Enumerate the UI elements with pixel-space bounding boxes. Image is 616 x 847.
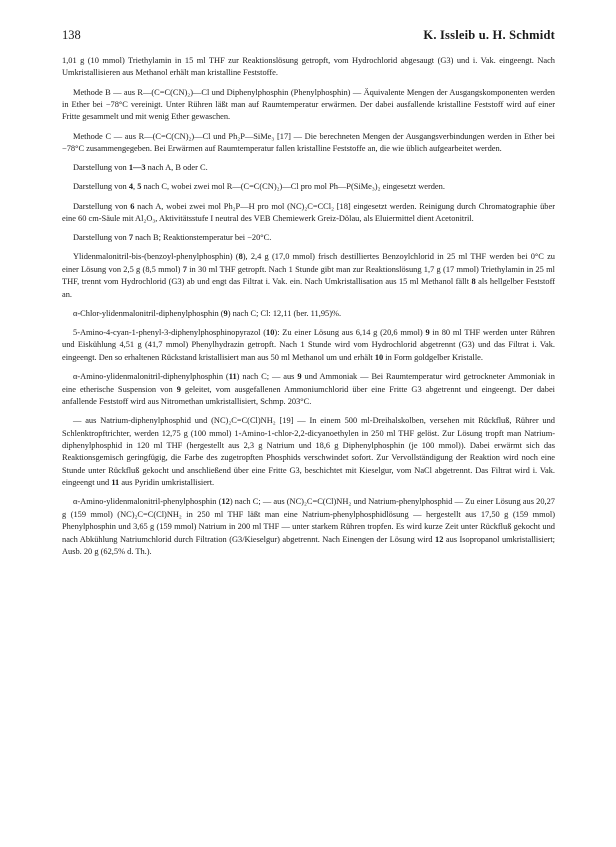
body-text <box>62 55 555 558</box>
page-header <box>62 28 555 43</box>
text-run: in Form goldgelber Kristalle. <box>383 352 483 362</box>
text-run: α-Amino-ylidenmalonitril-phenylphosphin ( <box>73 497 222 507</box>
text-run: α-Chlor-ylidenmalonitril-diphenylphosphin ( <box>73 308 224 318</box>
text-run: ), 2,4 g (17,0 mmol) frisch destilliertes Benzoylchlorid in 25 ml THF werden bei 0°C zu einer Lösung von 2,5 g (8,5 mmol) <box>62 252 555 274</box>
compound-number: 5 <box>137 182 142 192</box>
text-run: als hellgelber Feststoff an. <box>62 277 556 299</box>
compound-number: 6 <box>130 201 135 211</box>
text-run: 1,01 g (10 mmol) Triethylamin in 15 ml THF zur Reaktionslösung getropft, vom Hydrochlorid abgesaugt (G3) und i. Vak. eingeengt. Nach Umkristallisieren aus Methanol erhält man kristalline Feststoffe. <box>62 56 555 78</box>
paragraph <box>62 251 555 301</box>
compound-number: 8 <box>238 252 243 262</box>
page-number: 138 <box>62 28 81 42</box>
compound-number: 12 <box>221 497 230 507</box>
text-run: nach B; Reaktionstemperatur bei −20°C. <box>133 233 272 243</box>
text-run: aus Pyridin umkristallisiert. <box>119 478 215 488</box>
text-run: nach A, wobei zwei mol Ph₂P—H pro mol (NC)₂C=CCl₂ [18] eingesetzt werden. Reinigung durch Chromatographie über eine 60 cm-Säule mit Al₂O₃, Aktivitätsstufe I neutral des VEB Chemiewerk Greiz-Dölau, als Eluiermittel dient Acetonitril. <box>62 201 556 224</box>
text-run: ): Zu einer Lösung aus 6,14 g (20,6 mmol) <box>274 328 426 338</box>
text-run: Darstellung von <box>73 163 129 173</box>
paragraph <box>62 232 555 244</box>
compound-number: 1—3 <box>128 163 146 173</box>
running-head-authors: K. Issleib u. H. Schmidt <box>423 28 555 42</box>
text-run: 5-Amino-4-cyan-1-phenyl-3-diphenylphosphinopyrazol ( <box>73 328 267 338</box>
compound-number: 9 <box>223 308 228 318</box>
compound-number: 7 <box>182 264 187 274</box>
compound-number: 11 <box>228 372 237 382</box>
compound-number: 9 <box>297 372 302 382</box>
paragraph <box>62 308 555 320</box>
paragraph <box>62 496 555 558</box>
document-page <box>62 28 555 565</box>
compound-number: 8 <box>471 277 476 287</box>
text-run: , <box>133 182 138 192</box>
compound-number: 10 <box>266 328 275 338</box>
paragraph <box>62 371 555 408</box>
text-run: und Ammoniak — Bei Raumtemperatur wird getrockneter Ammoniak in eine etherische Suspension von <box>62 372 555 394</box>
paragraph <box>62 162 555 174</box>
compound-number: 12 <box>435 534 444 544</box>
text-run: ) nach C; Cl: 12,11 (ber. 11,95)%. <box>227 308 342 318</box>
compound-number: 4 <box>128 182 134 192</box>
text-run: geleitet, vom ausgefallenen Ammoniumchlorid über eine Fritte G3 abgetrennt und eingeengt. Der dabei anfallende Feststoff wird aus Nitromethan umkristallisiert, Schmp. 203°C. <box>62 384 555 406</box>
paragraph <box>62 131 555 156</box>
text-run: in 80 ml THF werden unter Rühren und Eiskühlung 4,51 g (41,7 mmol) Phenylhydrazin getropft. Nach 1 Stunde wird vom Hydrochlorid abgetrennt (G3) und das Filtrat i. Vak. eingeengt. Den so erhaltenen Rückstand kristallisiert man aus 50 ml Methanol um und erhält <box>62 328 555 362</box>
paragraph <box>62 181 555 193</box>
text-run: aus Isopropanol umkristallisiert; Ausb. 20 g (62,5% d. Th.). <box>62 534 555 556</box>
text-run: Darstellung von <box>73 182 129 192</box>
text-run: Darstellung von <box>73 201 131 211</box>
paragraph <box>62 415 555 489</box>
text-run: ) nach C; — aus <box>236 372 298 382</box>
paragraph <box>62 87 555 124</box>
compound-number: 10 <box>374 352 384 362</box>
text-run: α-Amino-ylidenmalonitril-diphenylphosphin ( <box>73 372 229 382</box>
text-run: nach C, wobei zwei mol R—(C=C(CN)₂)—Cl pro mol Ph—P(SiMe₃)₂ eingesetzt werden. <box>141 182 445 192</box>
text-run: nach A, B oder C. <box>145 163 208 173</box>
text-run: Darstellung von <box>73 233 129 243</box>
text-run: Ylidenmalonitril-bis-(benzoyl-phenylphosphin) ( <box>73 252 239 262</box>
compound-number: 11 <box>111 478 120 488</box>
text-run: — aus Natrium-diphenylphosphid und (NC)₂C=C(Cl)NH₂ [19] — In einem 500 ml-Dreihalskolben, versehen mit Rückfluß, Rührer und Schlenktropftrichter, werden 12,75 g (100 mmol) 1-Amino-1-chlor-2,2-dicyanoethylen in 250 ml THF gelöst. Zur Lösung tropft man Natrium-diphenylphosphid in 120 ml THF (hergestellt aus 2,3 g Natrium und 18,6 g Diphenylphosphin (je 100 mmol)). Dabei erwärmt sich das Reaktionsgemisch geringfügig, die Farbe des zugetropften Phosphids verschwindet sofort. Zur Vervollständigung der Reaktion wird noch eine Stunde unter Rückfluß gekocht und anschließend über eine Fritte G3, beschichtet mit Kieselgur, vom NaCl abgetrennt. Das Filtrat wird i. Vak. eingeengt und <box>62 416 555 488</box>
compound-number: 7 <box>128 233 134 243</box>
paragraph <box>62 327 555 364</box>
compound-number: 9 <box>176 384 181 394</box>
text-run: Methode B — aus R—(C=C(CN)₂)—Cl und Diphenylphosphin (Phenylphosphin) — Äquivalente Mengen der Ausgangskomponenten werden in Ether bei −78°C vereinigt. Unter Rühren läßt man auf Raumtemperatur erwärmen. Der dabei ausfallende kristalline Feststoff wird auf einer Fritte gesammelt und mit wenig Ether gewaschen. <box>62 87 555 122</box>
text-run: in 30 ml THF getropft. Nach 1 Stunde gibt man zur Reaktionslösung 1,7 g (17 mmol) Triethylamin in 25 ml THF, trennt vom Hydrochlorid (G3) ab und engt das Filtrat i. Vak. ein. Nach Umkristallisation aus 15 ml Methanol fällt <box>62 264 556 287</box>
text-run: Methode C — aus R—(C=C(CN)₂)—Cl und Ph₂P—SiMe₃ [17] — Die berechneten Mengen der Ausgangsverbindungen werden in Ether bei −78°C zusammengegeben. Bei Erwärmen auf Raumtemperatur fallen kristalline Feststoffe an, die wie üblich aufgearbeitet werden. <box>62 131 555 154</box>
text-run: ) nach C; — aus (NC)₂C=C(Cl)NH₂ und Natrium-phenylphosphid — Zu einer Lösung aus 20,27 g (159 mmol) (NC)₂C=C(Cl)NH₂ in 250 ml THF läßt man eine Natrium-phenylphosphidlösung — hergestellt aus 17,50 g (159 mmol) Phenylphosphin und 3,65 g (159 mmol) Natrium in 200 ml THF — unter starkem Rühren tropfen. Es wird kurze Zeit unter Rückfluß gekocht und nach Abkühlung Natriumchlorid durch Filtration (G3/Kieselgur) abgetrennt. Nach Einengen der Lösung wird <box>62 497 555 544</box>
paragraph <box>62 55 555 80</box>
compound-number: 9 <box>425 328 430 338</box>
paragraph <box>62 201 555 226</box>
